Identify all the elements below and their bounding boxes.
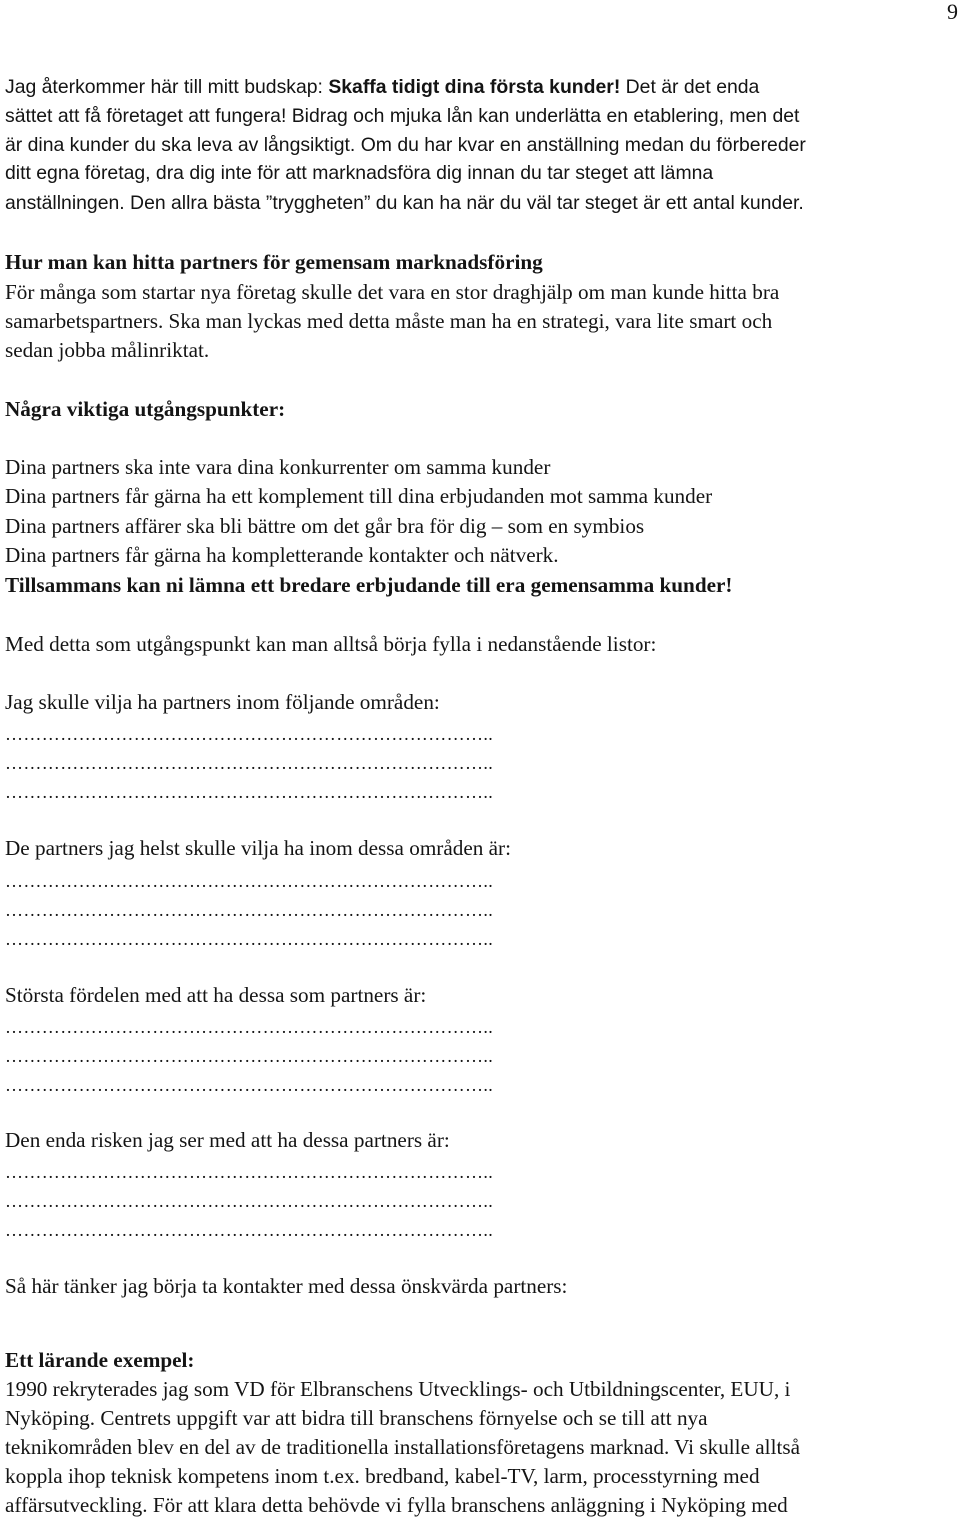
intro-line-3 xyxy=(5,131,806,158)
intro-key-message: Skaffa tidigt dina första kunder! xyxy=(328,76,621,98)
starting-point-item: Dina partners affärer ska bli bättre om det går bra för dig – som en symbios xyxy=(5,514,645,538)
example-line: Nyköping. Centrets uppgift var att bidra till branschens förnyelse och se till att nya xyxy=(5,1406,708,1430)
example-line: affärsutveckling. För att klara detta behövde vi fylla branschens anläggning i Nyköping med xyxy=(5,1493,788,1517)
question-biggest-advantage: Största fördelen med att ha dessa som partners är: xyxy=(5,983,427,1007)
answer-line[interactable]: …………………………………………………………………….. xyxy=(5,1046,494,1066)
answer-line[interactable]: …………………………………………………………………….. xyxy=(5,724,494,744)
intro-line-2: sättet att få företaget att fungera! Bidrag och mjuka lån kan underlätta en etablering, men det xyxy=(5,105,800,127)
intro-line-1-tail: Det är det enda xyxy=(620,76,760,98)
answer-line[interactable]: …………………………………………………………………….. xyxy=(5,1017,494,1037)
answer-line[interactable]: …………………………………………………………………….. xyxy=(5,871,494,891)
intro-line-3-text: är dina kunder du ska leva av långsiktigt. xyxy=(5,134,356,156)
starting-point-item: Dina partners får gärna ha kompletterande kontakter och nätverk. xyxy=(5,543,559,567)
starting-points-heading: Några viktiga utgångspunkter: xyxy=(5,397,286,421)
answer-line[interactable]: …………………………………………………………………….. xyxy=(5,1075,494,1095)
answer-line[interactable]: …………………………………………………………………….. xyxy=(5,1220,494,1240)
intro-line-5-text: anställningen. xyxy=(5,192,125,214)
starting-point-item: Dina partners får gärna ha ett komplement till dina erbjudanden mot samma kunder xyxy=(5,484,713,508)
answer-line[interactable]: …………………………………………………………………….. xyxy=(5,753,494,773)
question-areas: Jag skulle vilja ha partners inom följande områden: xyxy=(5,690,440,714)
partners-heading: Hur man kan hitta partners för gemensam marknadsföring xyxy=(5,250,543,274)
question-preferred-partners: De partners jag helst skulle vilja ha inom dessa områden är: xyxy=(5,836,511,860)
intro-line-5-tail: Den allra bästa ”tryggheten” du kan ha när du väl tar steget är ett antal kunder. xyxy=(124,192,804,214)
partners-line-1: För många som startar nya företag skulle det vara en stor draghjälp om man kunde hitta bra xyxy=(5,280,780,304)
worksheet-intro: Med detta som utgångspunkt kan man alltså börja fylla i nedanstående listor: xyxy=(5,632,657,656)
example-line: 1990 rekryterades jag som VD för Elbranschens Utvecklings- och Utbildningscenter, EUU, i xyxy=(5,1377,791,1401)
intro-line-5 xyxy=(5,190,804,216)
example-line: koppla ihop teknisk kompetens inom t.ex. bredband, kabel-TV, larm, processtyrning med xyxy=(5,1464,760,1488)
starting-point-item: Dina partners ska inte vara dina konkurrenter om samma kunder xyxy=(5,455,551,479)
question-only-risk: Den enda risken jag ser med att ha dessa partners är: xyxy=(5,1128,450,1152)
starting-points-conclusion: Tillsammans kan ni lämna ett bredare erbjudande till era gemensamma kunder! xyxy=(5,573,733,597)
answer-line[interactable]: …………………………………………………………………….. xyxy=(5,900,494,920)
intro-line-4: ditt egna företag, dra dig inte för att marknadsföra dig innan du tar steget att lämna xyxy=(5,162,714,184)
partners-line-3: sedan jobba målinriktat. xyxy=(5,338,210,362)
answer-line[interactable]: …………………………………………………………………….. xyxy=(5,782,494,802)
answer-line[interactable]: …………………………………………………………………….. xyxy=(5,1191,494,1211)
intro-line-3-tail: Om du har kvar en anställning medan du förbereder xyxy=(355,134,806,156)
example-line: teknikområden blev en del av de traditionella installationsföretagens marknad. Vi skulle alltså xyxy=(5,1435,800,1459)
answer-line[interactable]: …………………………………………………………………….. xyxy=(5,1162,494,1182)
page-number: 9 xyxy=(947,0,958,24)
question-contact-plan: Så här tänker jag börja ta kontakter med dessa önskvärda partners: xyxy=(5,1274,568,1298)
intro-line-1-text: Jag återkommer här till mitt budskap: xyxy=(5,76,329,98)
partners-line-2: samarbetspartners. Ska man lyckas med detta måste man ha en strategi, vara lite smart och xyxy=(5,309,773,333)
example-heading: Ett lärande exempel: xyxy=(5,1348,195,1372)
intro-line-1 xyxy=(5,74,759,100)
answer-line[interactable]: …………………………………………………………………….. xyxy=(5,929,494,949)
